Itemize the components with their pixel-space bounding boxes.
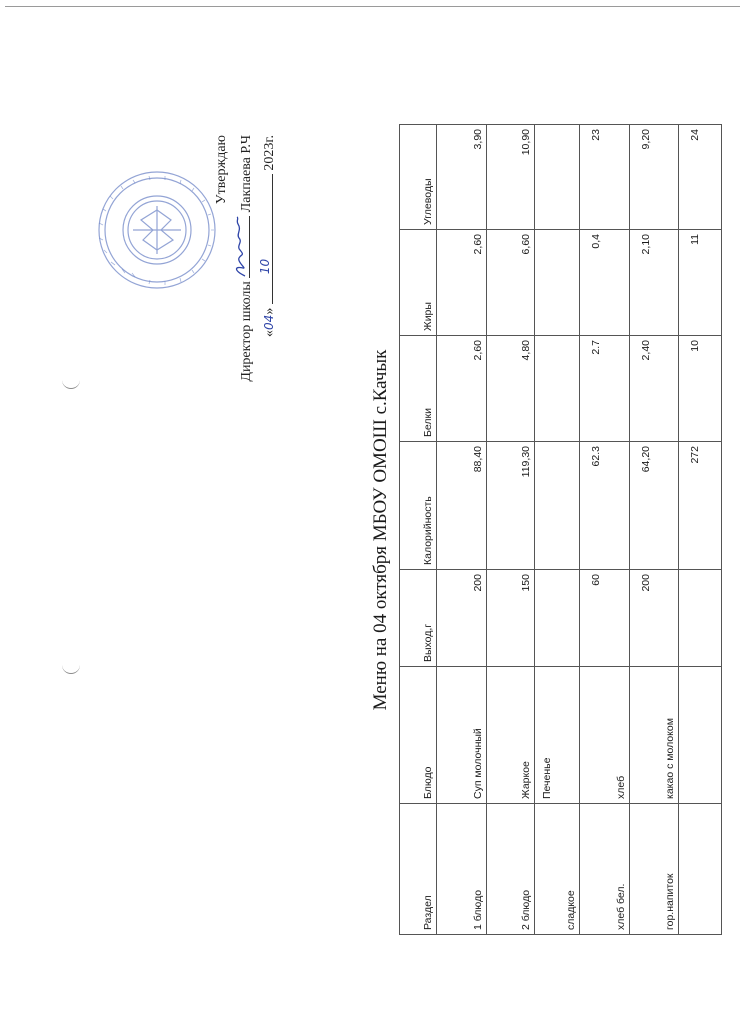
column-header: Белки xyxy=(400,336,437,442)
table-cell: 62.3 xyxy=(580,442,630,570)
date-month-field xyxy=(258,174,273,304)
table-cell: какао с молоком xyxy=(630,667,679,804)
table-cell: 200 xyxy=(630,570,679,667)
table-cell: хлеб xyxy=(580,667,630,804)
date-year: 2023г. xyxy=(262,135,277,171)
table-cell: 1 блюдо xyxy=(437,804,487,935)
table-cell: 23 xyxy=(580,125,630,230)
approve-label: Утверждаю xyxy=(214,135,229,205)
table-cell: 10 xyxy=(679,336,722,442)
scan-top-rule xyxy=(5,6,740,7)
table-cell: 2,10 xyxy=(630,230,679,336)
rotated-document xyxy=(214,125,701,935)
table-cell: 2 блюдо xyxy=(487,804,535,935)
table-header-row xyxy=(400,125,437,935)
table-row xyxy=(437,125,487,935)
director-prefix: Директор школы xyxy=(239,281,254,382)
table-cell: 9,20 xyxy=(630,125,679,230)
table-cell: хлеб бел. xyxy=(580,804,630,935)
column-header: Блюдо xyxy=(400,667,437,804)
table-cell: Печенье xyxy=(535,667,580,804)
table-cell: 6,60 xyxy=(487,230,535,336)
table-cell: 119,30 xyxy=(487,442,535,570)
school-seal-icon xyxy=(95,165,220,295)
menu-table xyxy=(399,124,722,935)
director-name: Лакпаева Р.Ч xyxy=(239,135,254,213)
table-cell xyxy=(679,804,722,935)
table-row xyxy=(487,125,535,935)
table-cell: 2,40 xyxy=(630,336,679,442)
page-title: Меню на 04 октября МБОУ ОМОШ с.Качык xyxy=(370,349,391,711)
table-cell: 24 xyxy=(679,125,722,230)
table-cell xyxy=(535,336,580,442)
signature-field xyxy=(235,216,250,278)
column-header: Калорийность xyxy=(400,442,437,570)
column-header: Жиры xyxy=(400,230,437,336)
table-cell xyxy=(679,570,722,667)
table-cell xyxy=(535,125,580,230)
column-header: Углеводы xyxy=(400,125,437,230)
table-cell: 150 xyxy=(487,570,535,667)
table-cell xyxy=(679,667,722,804)
table-cell: 2.7 xyxy=(580,336,630,442)
table-cell: Суп молочный xyxy=(437,667,487,804)
scan-hole-mark-lower xyxy=(62,663,80,674)
date-day: 04 xyxy=(262,314,276,330)
table-cell xyxy=(535,570,580,667)
table-cell: Жаркое xyxy=(487,667,535,804)
approval-date-line: «04» 10 2023г. xyxy=(258,135,280,337)
table-cell: сладкое xyxy=(535,804,580,935)
table-cell: 2,60 xyxy=(437,230,487,336)
column-header: Выход,г xyxy=(400,570,437,667)
table-cell: 64,20 xyxy=(630,442,679,570)
table-cell: 200 xyxy=(437,570,487,667)
table-total-row xyxy=(679,125,722,935)
table-cell xyxy=(535,230,580,336)
date-month: 10 xyxy=(258,258,272,275)
table-cell: гор.напиток xyxy=(630,804,679,935)
table-cell: 2,60 xyxy=(437,336,487,442)
table-cell: 10,90 xyxy=(487,125,535,230)
director-line xyxy=(235,135,257,382)
table-row xyxy=(630,125,679,935)
table-row xyxy=(535,125,580,935)
table-cell: 3,90 xyxy=(437,125,487,230)
table-cell xyxy=(535,442,580,570)
table-cell: 88,40 xyxy=(437,442,487,570)
table-cell: 60 xyxy=(580,570,630,667)
table-cell: 0,4 xyxy=(580,230,630,336)
table-cell: 272 xyxy=(679,442,722,570)
table-cell: 4,80 xyxy=(487,336,535,442)
table-row xyxy=(580,125,630,935)
column-header: Раздел xyxy=(400,804,437,935)
signature-icon xyxy=(231,216,249,278)
scan-hole-mark-upper xyxy=(62,378,80,389)
table-cell: 11 xyxy=(679,230,722,336)
